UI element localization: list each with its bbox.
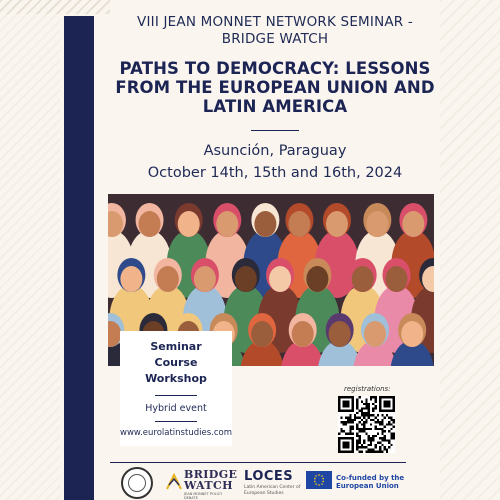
loces-name: LOCES (244, 469, 294, 484)
bridge-watch-icon (166, 471, 182, 493)
qr-code-icon[interactable] (338, 396, 395, 453)
partner-logos (118, 466, 418, 500)
loces-logo (244, 469, 314, 497)
navy-accent-bar (64, 16, 94, 500)
registration-label: registrations: (344, 385, 391, 393)
eu-cofunded-logo (306, 471, 424, 493)
main-title: PATHS TO DEMOCRACY: LESSONS FROM THE EUROPEAN UNION AND LATIN AMERICA (115, 59, 435, 116)
eu-cofunded-text: Co-funded by the European Union (336, 474, 405, 490)
format-seminar: Seminar (150, 340, 202, 353)
divider (110, 462, 406, 463)
university-seal-icon (121, 467, 153, 499)
poster-header (110, 14, 440, 181)
eu-flag-icon (306, 471, 332, 489)
format-workshop: Workshop (145, 372, 207, 385)
event-formats (120, 339, 232, 387)
event-mode: Hybrid event (145, 403, 207, 414)
divider (155, 395, 197, 396)
bridge-watch-subtitle: JEAN MONNET POLICY DEBATE (184, 492, 223, 500)
bridge-watch-logo (166, 468, 238, 500)
seminar-title: VIII JEAN MONNET NETWORK SEMINAR - BRIDGE WATCH (137, 14, 413, 47)
event-location: Asunción, Paraguay (203, 143, 347, 159)
divider (155, 421, 197, 422)
format-course: Course (154, 356, 198, 369)
divider (251, 130, 299, 131)
decor-hatch (440, 0, 500, 500)
decor-hatch (0, 0, 60, 500)
website-link[interactable]: www.eurolatinstudies.com (120, 428, 232, 438)
bridge-watch-name: BRIDGE WATCH (184, 468, 238, 492)
loces-subtitle: Latin American Center of European Studies (244, 485, 301, 496)
event-dates: October 14th, 15th and 16th, 2024 (147, 165, 403, 181)
